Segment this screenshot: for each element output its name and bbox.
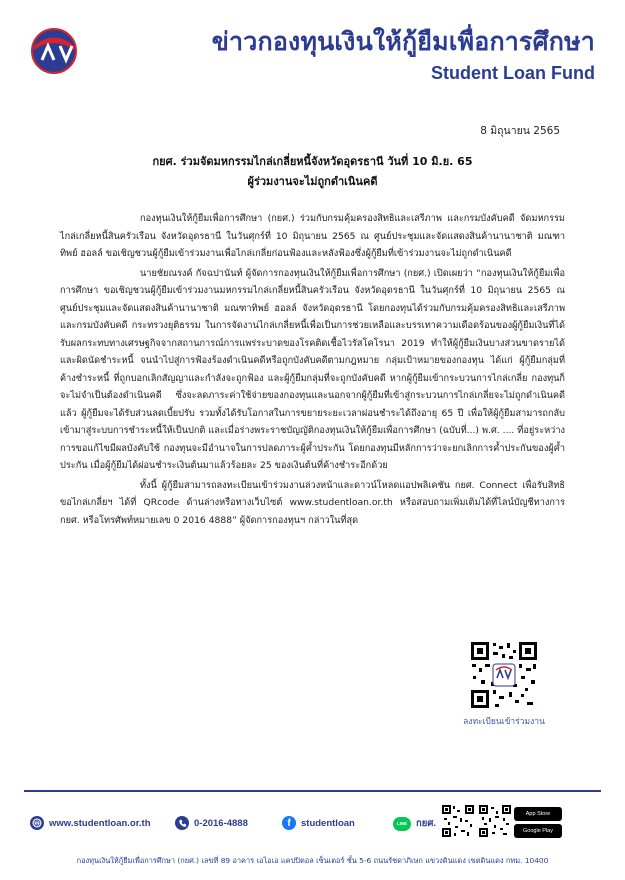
qr-caption: ลงทะเบียนเข้าร่วมงาน	[463, 717, 545, 727]
line-icon: LINE	[393, 817, 411, 831]
paragraph-2: นายชัยณรงค์ กัจฉปานันท์ ผู้จัดการกองทุนเงินให้กู้ยืมเพื่อการศึกษา (กยศ.) เปิดเผยว่า “กองทุนเงินให้กู้ยืมเพื่อการศึกษา ขอเชิญชวนผู้กู้ยืมเข้าร่วมงานมหกรรมไกล่เกลี่ยหนี้สินครัวเรือน จังหวัดอุดรธานี ในวันศุกร์ที่ 10 มิถุนายน 2565 ณ ศูนย์ประชุมและจัดแสดงสินค้านานาชาติ มณฑาทิพย์ ฮอลล์ จังหวัดอุดรธานี โดยกองทุนได้ร่วมกับกรมคุ้มครองสิทธิและเสรีภาพ และกรมบังคับคดี กระทรวงยุติธรรม ในการจัดงานไกล่เกลี่ยหนี้เพื่อเป็นการช่วยเหลือและบรรเทาความเดือดร้อนของผู้กู้ยืมเงินที่ได้รับผลกระทบทางเศรษฐกิจจากสถานการณ์การแพร่ระบาดของโรคติดเชื้อไวรัสโคโรนา 2019 ทำให้ผู้กู้ยืมเงินบางส่วนขาดรายได้และผิดนัดชำระหนี้ จนนำไปสู่การฟ้องร้องดำเนินคดีหรือถูกบังคับคดีตามกฎหมาย กลุ่มเป้าหมายของกองทุน ได้แก่ ผู้กู้ยืมกลุ่มที่ค้างชำระหนี้ ที่ถูกบอกเลิกสัญญาและกำลังจะถูกฟ้อง และผู้กู้ยืมกลุ่มที่จะถูกบังคับคดี หากผู้กู้ยืมเข้ากระบวนการไกล่เกลี่ย กองทุนก็จะไม่จำเป็นต้องดำเนินคดี ซึ่งจะลดภาระค่าใช้จ่ายของกองทุนและนอกจากผู้กู้ยืมที่เข้าสู่กระบวนการไกล่เกลี่ยจะไม่ถูกดำเนินคดีแล้ว ผู้กู้ยืมจะได้รับส่วนลดเบี้ยปรับ รวมทั้งได้รับโอกาสในการขยายระยะเวลาผ่อนชำระได้ถึงอายุ 65 ปี เพื่อให้ผู้กู้ยืมสามารถกลับเข้ามาสู่ระบบการชำระหนี้ให้เป็นปกติ และเมื่อร่างพระราชบัญญัติกองทุนเงินให้กู้ยืมเพื่อการศึกษา (ฉบับที่...) พ.ศ. .... ที่อยู่ระหว่างการขอแก้ไขมีผลบังคับใช้ กองทุนจะมีอำนาจในการปลดภาระผู้ค้ำประกัน โดยกองทุนมีหลักการว่าจะยกเลิกการค้ำประกันของผู้ค้ำประกัน เมื่อผู้กู้ยืมได้ผ่อนชำระเงินต้นมาแล้วร้อยละ 25 ของเงินต้นที่ค้างชำระอีกด้วย	[60, 267, 565, 471]
headline-line-1: กยศ. ร่วมจัดมหกรรมไกล่เกลี่ยหนี้จังหวัดอุดรธานี วันที่ 10 มิ.ย. 65	[152, 155, 473, 168]
footer-qr-code-line[interactable]	[441, 804, 475, 838]
page-footer	[0, 798, 625, 850]
student-loan-fund-logo	[24, 24, 84, 78]
header-title-english: Student Loan Fund	[431, 63, 595, 83]
publish-date: 8 มิถุนายน 2565	[480, 125, 560, 137]
footer-website[interactable]	[30, 816, 151, 830]
page-header	[0, 0, 625, 100]
footer-facebook[interactable]	[282, 816, 355, 830]
footer-phone[interactable]	[175, 816, 248, 830]
article-body	[60, 210, 565, 529]
app-store-badge[interactable]: App Store	[514, 807, 562, 821]
footer-line-label: กยศ.	[416, 818, 436, 829]
paragraph-3: ทั้งนี้ ผู้กู้ยืมสามารถลงทะเบียนเข้าร่วมงานล่วงหน้าและดาวน์โหลดแอปพลิเคชัน กยศ. Connect เพื่อรับสิทธิขอไกล่เกลี่ยฯ ได้ที่ QRcode ด้านล่างหรือทางเว็บไซต์ www.studentloan.or.th หรือสอบถามเพิ่มเติมได้ที่ไลน์บัญชีทางการ กยศ. หรือโทรศัพท์หมายเลข 0 2016 4888” ผู้จัดการกองทุนฯ กล่าวในที่สุด	[60, 479, 565, 526]
footer-address: กองทุนเงินให้กู้ยืมเพื่อการศึกษา (กยศ.) เลขที่ 89 อาคาร เอไอเอ แคปปิตอล เซ็นเตอร์ ชั้น 5-6 ถนนรัชดาภิเษก แขวงดินแดง เขตดินแดง กทม. 10400	[76, 856, 549, 865]
footer-phone-label: 0-2016-4888	[194, 817, 248, 829]
phone-icon	[175, 816, 189, 830]
headline	[60, 152, 565, 192]
footer-divider	[24, 790, 601, 792]
footer-line[interactable]	[393, 816, 436, 831]
footer-website-label: www.studentloan.or.th	[49, 817, 151, 829]
facebook-icon: f	[282, 816, 296, 830]
google-play-badge[interactable]: Google Play	[514, 824, 562, 838]
headline-line-2: ผู้ร่วมงานจะไม่ถูกดำเนินคดี	[247, 175, 378, 188]
footer-facebook-label: studentloan	[301, 817, 355, 829]
globe-icon	[30, 816, 44, 830]
paragraph-1: กองทุนเงินให้กู้ยืมเพื่อการศึกษา (กยศ.) ร่วมกับกรมคุ้มครองสิทธิและเสรีภาพ และกรมบังคับคดี จัดมหกรรมไกล่เกลี่ยหนี้สินครัวเรือน จังหวัดอุดรธานี ในวันศุกร์ที่ 10 มิถุนายน 2565 ณ ศูนย์ประชุมและจัดแสดงสินค้านานาชาติ มณฑาทิพย์ ฮอลล์ ขอเชิญชวนผู้กู้ยืมเข้าร่วมงานเพื่อไกล่เกลี่ยก่อนฟ้องและหลังฟ้องซึ่งผู้กู้ยืมที่เข้าร่วมงานจะไม่ถูกดำเนินคดี	[60, 213, 565, 259]
footer-qr-code-app[interactable]	[478, 804, 512, 838]
registration-qr-code[interactable]	[469, 640, 539, 710]
header-title-thai: ข่าวกองทุนเงินให้กู้ยืมเพื่อการศึกษา	[211, 27, 595, 56]
